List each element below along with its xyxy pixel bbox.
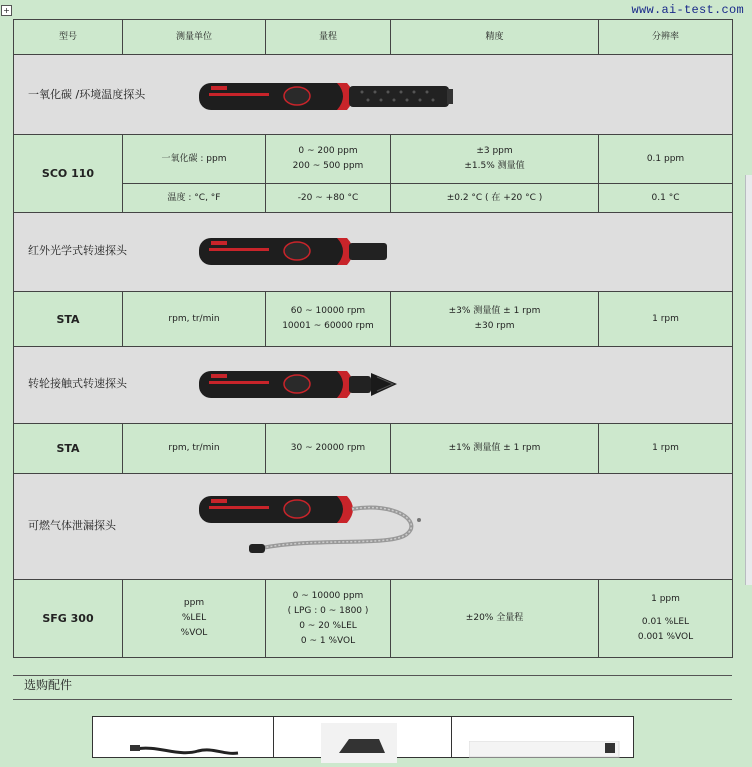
- probe-name-contact: 转轮接触式转速探头: [28, 377, 127, 390]
- accessory-image: [469, 741, 629, 761]
- probe-row-contact: [14, 347, 733, 424]
- header-row: [14, 20, 733, 55]
- col-header-model: 型号: [14, 20, 123, 55]
- accessories-table: [92, 716, 634, 758]
- model-sta-optical: STA: [14, 292, 123, 347]
- accuracy-cell: ±3 ppm ±1.5% 测量值: [391, 135, 599, 184]
- probe-row-gas: [14, 474, 733, 580]
- accuracy-cell: ±20% 全量程: [391, 580, 599, 658]
- model-sco110: SCO 110: [14, 135, 123, 213]
- table-row: [14, 580, 733, 658]
- accuracy-cell: ±3% 测量值 ± 1 rpm ±30 rpm: [391, 292, 599, 347]
- unit-cell: ppm %LEL %VOL: [123, 580, 266, 658]
- unit-cell: rpm, tr/min: [123, 424, 266, 474]
- printer-image: [319, 723, 399, 763]
- resolution-cell: 0.1 °C: [599, 184, 733, 213]
- divider-bottom: [13, 699, 732, 700]
- unit-cell: 一氧化碳 : ppm: [123, 135, 266, 184]
- resolution-cell: 1 rpm: [599, 424, 733, 474]
- divider-top: [13, 675, 732, 676]
- resolution-cell: 0.1 ppm: [599, 135, 733, 184]
- probe-name-co: 一氧化碳 /环境温度探头: [28, 88, 146, 101]
- accessory-cell-cable: [93, 717, 274, 757]
- resolution-cell: 1 rpm: [599, 292, 733, 347]
- unit-cell: 温度 : °C, °F: [123, 184, 266, 213]
- probe-name-gas: 可燃气体泄漏探头: [28, 519, 116, 532]
- contact-probe-image: [197, 367, 427, 403]
- cable-image: [128, 727, 248, 767]
- col-header-range: 量程: [266, 20, 391, 55]
- range-cell: 60 ~ 10000 rpm 10001 ~ 60000 rpm: [266, 292, 391, 347]
- probe-row-co: [14, 55, 733, 135]
- scrollbar[interactable]: [745, 175, 752, 585]
- probe-row-optical: [14, 213, 733, 292]
- gas-probe-image: [197, 492, 427, 562]
- optical-probe-image: [197, 235, 407, 269]
- range-cell: 30 ~ 20000 rpm: [266, 424, 391, 474]
- accessory-cell-printer: [273, 717, 452, 757]
- col-header-resolution: 分辨率: [599, 20, 733, 55]
- accessory-cell-other: [451, 717, 631, 757]
- range-cell: 0 ~ 200 ppm 200 ~ 500 ppm: [266, 135, 391, 184]
- col-header-accuracy: 精度: [391, 20, 599, 55]
- resolution-cell: 1 ppm 0.01 %LEL 0.001 %VOL: [599, 580, 733, 658]
- co-probe-image: [197, 80, 467, 114]
- probe-name-optical: 红外光学式转速探头: [28, 244, 127, 257]
- model-sfg300: SFG 300: [14, 580, 123, 658]
- table-move-handle[interactable]: +: [1, 5, 12, 16]
- spec-table: [13, 19, 733, 658]
- unit-cell: rpm, tr/min: [123, 292, 266, 347]
- accessories-title: 选购配件: [24, 678, 73, 692]
- header-url: www.ai-test.com: [631, 3, 744, 17]
- accuracy-cell: ±1% 测量值 ± 1 rpm: [391, 424, 599, 474]
- accuracy-cell: ±0.2 °C ( 在 +20 °C ): [391, 184, 599, 213]
- range-cell: -20 ~ +80 °C: [266, 184, 391, 213]
- table-row: [14, 292, 733, 347]
- range-cell: 0 ~ 10000 ppm ( LPG : 0 ~ 1800 ) 0 ~ 20 %LEL 0 ~ 1 %VOL: [266, 580, 391, 658]
- table-row: [14, 135, 733, 184]
- table-row: [14, 424, 733, 474]
- model-sta-contact: STA: [14, 424, 123, 474]
- col-header-unit: 测量单位: [123, 20, 266, 55]
